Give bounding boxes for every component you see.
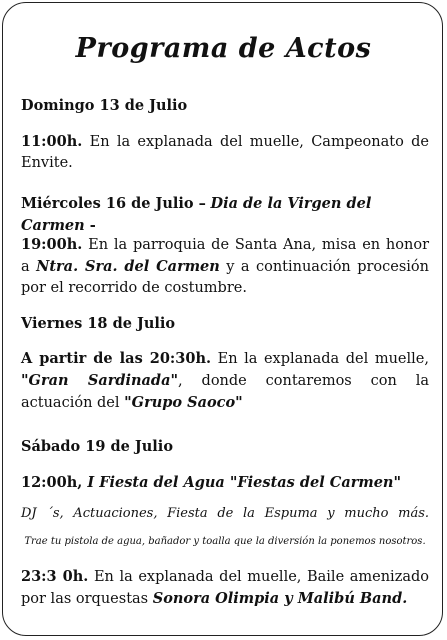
saturday-noon-line: [21, 472, 429, 494]
wednesday-heading-tail: -: [84, 217, 96, 234]
friday-text-a: En la explanada del muelle,: [211, 351, 429, 367]
wednesday-heading: [21, 193, 429, 237]
friday-heading: Viernes 18 de Julio: [21, 315, 176, 332]
saturday-emph: Sonora Olimpia y Malibú Band.: [152, 590, 408, 607]
wednesday-emph: Ntra. Sra. del Carmen: [36, 258, 220, 275]
saturday-note: Trae tu pistola de agua, bañador y toalla que la diversión la ponemos nosotros.: [24, 536, 426, 547]
wednesday-time: 19:00h.: [21, 236, 83, 253]
friday-text-b: , donde contaremos con la actuación del: [21, 373, 429, 411]
saturday-dj: DJ ´s, Actuaciones, Fiesta de la Espuma y mucho más.: [21, 506, 429, 521]
saturday-time: 12:00h,: [21, 474, 83, 491]
saturday-time2: 23:3 0h.: [21, 568, 89, 585]
saturday-fiesta: I Fiesta del Agua "Fiestas del Carmen": [82, 474, 402, 491]
wednesday-heading-feast: Dia de la Virgen del Carmen: [21, 195, 372, 234]
saturday-night-event: [21, 566, 429, 610]
friday-emph-a: "Gran Sardinada": [21, 372, 179, 389]
sunday-text: En la explanada del muelle, Campeonato de Envite.: [21, 134, 429, 171]
sunday-time: 11:00h.: [21, 133, 83, 150]
wednesday-text-b: y a continuación procesión por el recorrido de costumbre.: [21, 259, 429, 296]
friday-event: [21, 348, 429, 414]
wednesday-event: [21, 234, 429, 299]
saturday-heading: Sábado 19 de Julio: [21, 438, 173, 455]
wednesday-heading-date: Miércoles 16 de Julio –: [21, 195, 206, 212]
wednesday-text-a: En la parroquia de Santa Ana, misa en honor a: [21, 237, 429, 275]
friday-emph-b: "Grupo Saoco": [124, 394, 243, 411]
sunday-heading: Domingo 13 de Julio: [21, 97, 188, 114]
program-card: [2, 2, 443, 636]
page-title: Programa de Actos: [75, 33, 372, 64]
saturday-text-a: En la explanada del muelle, Baile amenizado por las orquestas: [21, 569, 429, 607]
friday-time: A partir de las 20:30h.: [21, 350, 212, 367]
sunday-event: [21, 131, 429, 174]
